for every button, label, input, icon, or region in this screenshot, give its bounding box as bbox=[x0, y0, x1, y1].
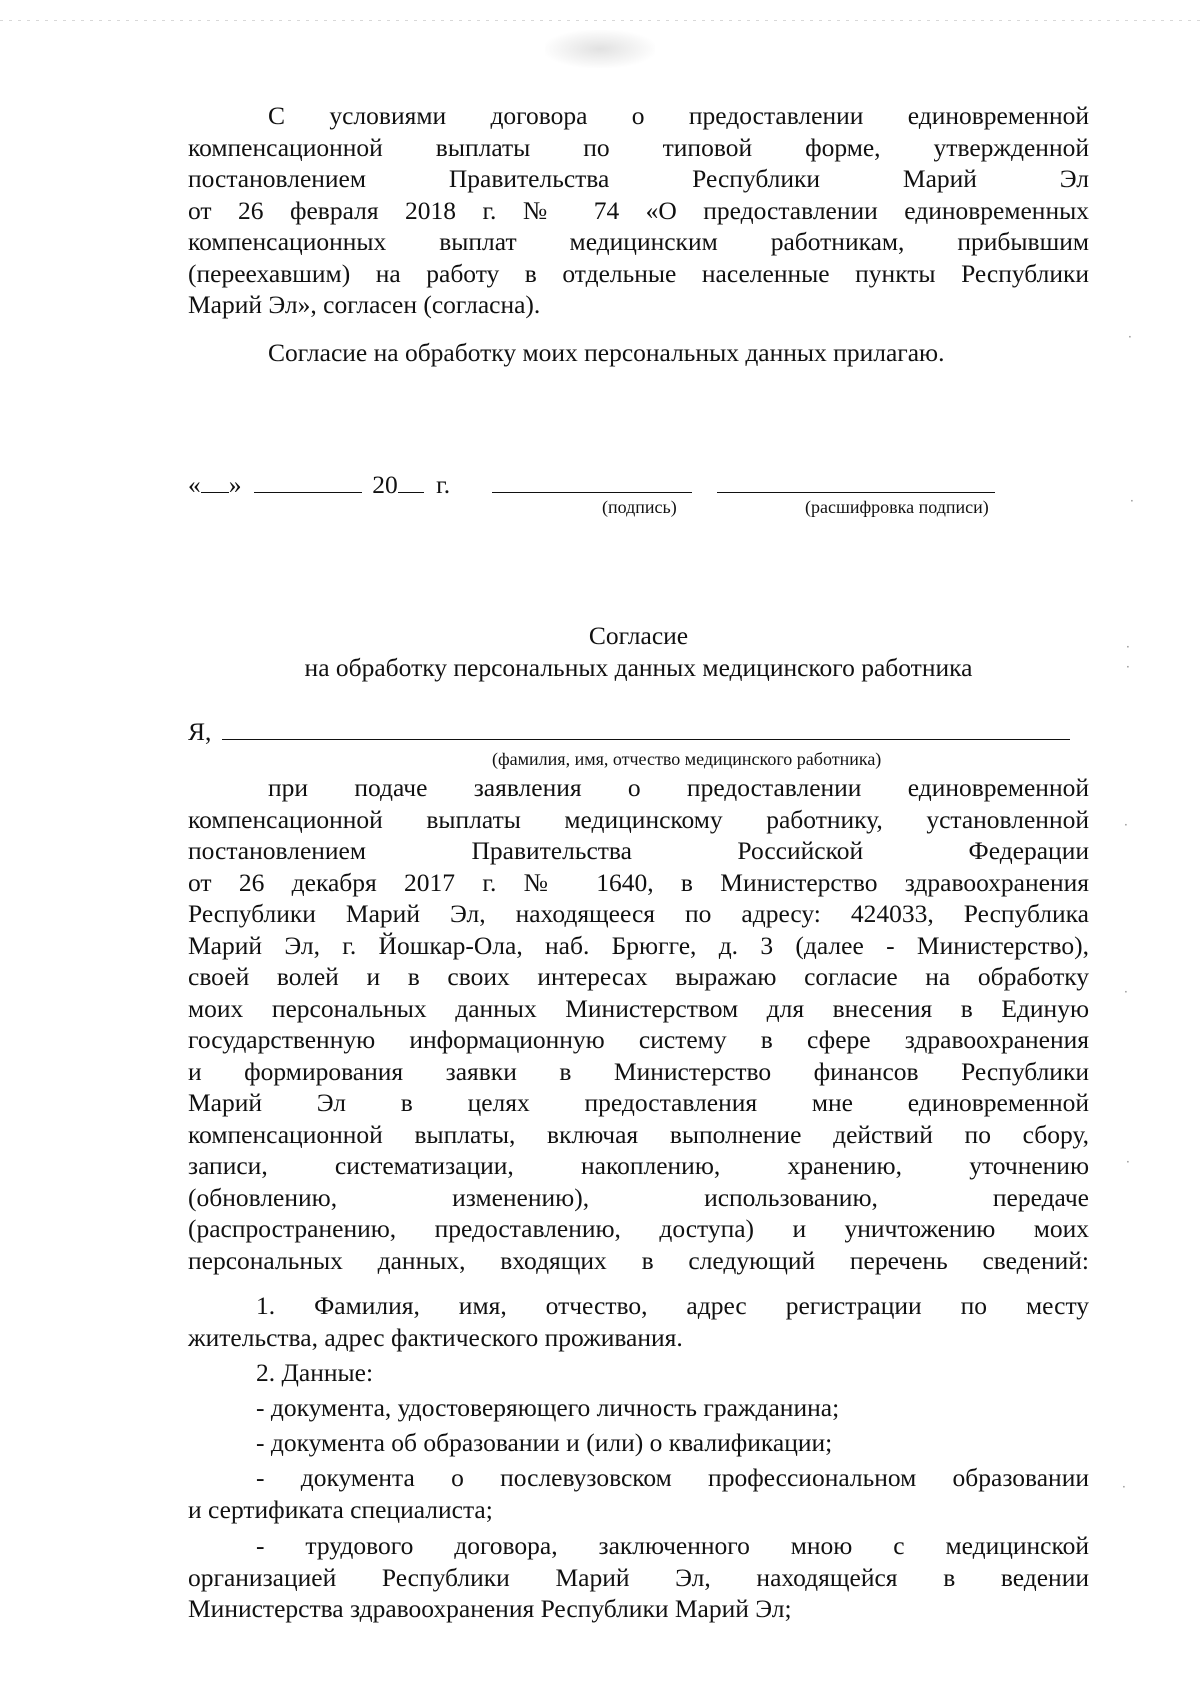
list-item-2c bbox=[188, 1462, 1089, 1525]
date-open-quote: « bbox=[188, 470, 201, 499]
list-item-2-title: 2. Данные: bbox=[256, 1358, 374, 1387]
body-line: Марий Эл, г. Йошкар-Ола, наб. Брюгге, д. 3 (далее - Министерство), bbox=[188, 930, 1089, 960]
month-blank[interactable] bbox=[254, 492, 362, 493]
paragraph-line: компенсационной выплаты по типовой форме, утвержденной bbox=[188, 132, 1089, 162]
list-item-line: и сертификата специалиста; bbox=[188, 1494, 493, 1524]
consent-body-paragraph bbox=[188, 772, 1089, 1276]
consent-title: Согласие bbox=[588, 621, 689, 650]
body-line: (обновлению, изменению), использованию, передаче bbox=[188, 1182, 1089, 1212]
full-name-blank[interactable] bbox=[222, 739, 1070, 740]
scan-smudge bbox=[545, 30, 655, 68]
scan-speck: · bbox=[1126, 1155, 1130, 1169]
list-item-line: жительства, адрес фактического проживания. bbox=[188, 1322, 683, 1352]
list-item-1 bbox=[188, 1290, 1089, 1353]
scan-speck: · bbox=[1126, 640, 1130, 654]
body-line: при подаче заявления о предоставлении единовременной bbox=[268, 773, 1089, 802]
scan-speck: · bbox=[1126, 660, 1130, 674]
body-line: Марий Эл в целях предоставления мне единовременной bbox=[188, 1088, 1089, 1117]
paragraph-line: компенсационных выплат медицинским работникам, прибывшим bbox=[188, 227, 1089, 256]
scan-speck: · bbox=[1124, 818, 1128, 832]
body-line: постановлением Правительства Российской Федерации bbox=[188, 836, 1089, 865]
body-line: (распространению, предоставлению, доступа) и уничтожению моих bbox=[188, 1214, 1089, 1243]
body-line: и формирования заявки в Министерство финансов Республики bbox=[188, 1056, 1089, 1086]
consent-subtitle: на обработку персональных данных медицинского работника bbox=[304, 653, 973, 682]
scan-edge-line bbox=[0, 20, 1200, 21]
signature-decoding-caption: (расшифровка подписи) bbox=[805, 497, 989, 517]
signature-decoding-blank[interactable] bbox=[717, 492, 995, 493]
year-blank[interactable] bbox=[398, 492, 424, 493]
year-prefix: 20 bbox=[372, 470, 398, 499]
signature-blank[interactable] bbox=[492, 492, 692, 493]
body-line: моих персональных данных Министерством для внесения в Единую bbox=[188, 993, 1089, 1023]
body-line: государственную информационную систему в сфере здравоохранения bbox=[188, 1025, 1089, 1054]
list-item-line: организацией Республики Марий Эл, находящейся в ведении bbox=[188, 1562, 1089, 1592]
signature-caption: (подпись) bbox=[602, 497, 677, 517]
list-item-2d bbox=[188, 1530, 1089, 1625]
scan-speck: · bbox=[1128, 330, 1132, 344]
list-item-line: Министерства здравоохранения Республики Марий Эл; bbox=[188, 1594, 792, 1623]
paragraph-line: постановлением Правительства Республики Марий Эл bbox=[188, 164, 1089, 193]
body-line: персональных данных, входящих в следующий перечень сведений: bbox=[188, 1245, 1089, 1275]
name-prefix: Я, bbox=[188, 717, 212, 746]
contract-terms-paragraph bbox=[188, 100, 1089, 321]
list-item-line: - документа о послевузовском профессиональном образовании bbox=[256, 1463, 1089, 1492]
list-item-line: - трудового договора, заключенного мною с медицинской bbox=[256, 1531, 1089, 1560]
scan-speck: · bbox=[1124, 985, 1128, 999]
day-blank[interactable] bbox=[201, 492, 229, 493]
scan-speck: · bbox=[1130, 494, 1134, 508]
list-item-2a: - документа, удостоверяющего личность гражданина; bbox=[256, 1393, 840, 1422]
body-line: компенсационной выплаты медицинскому работнику, установленной bbox=[188, 804, 1089, 834]
attachment-statement: Согласие на обработку моих персональных данных прилагаю. bbox=[268, 338, 945, 367]
body-line: от 26 декабря 2017 г. № 1640, в Министерство здравоохранения bbox=[188, 867, 1089, 897]
paragraph-line: Марий Эл», согласен (согласна). bbox=[188, 290, 541, 319]
year-suffix: г. bbox=[436, 470, 451, 499]
body-line: своей волей и в своих интересах выражаю согласие на обработку bbox=[188, 962, 1089, 991]
paragraph-line: от 26 февраля 2018 г. № 74 «О предоставлении единовременных bbox=[188, 195, 1089, 225]
body-line: записи, систематизации, накоплению, хранению, уточнению bbox=[188, 1151, 1089, 1180]
paragraph-line: С условиями договора о предоставлении единовременной bbox=[268, 101, 1089, 130]
name-field-row bbox=[188, 717, 1070, 747]
date-close-quote: » bbox=[228, 470, 242, 499]
paragraph-line: (переехавшим) на работу в отдельные населенные пункты Республики bbox=[188, 258, 1089, 288]
list-item-2b: - документа об образовании и (или) о квалификации; bbox=[256, 1428, 833, 1457]
body-line: Республики Марий Эл, находящееся по адресу: 424033, Республика bbox=[188, 899, 1089, 928]
scan-speck: · bbox=[1122, 1480, 1126, 1494]
list-item-line: 1. Фамилия, имя, отчество, адрес регистрации по месту bbox=[256, 1291, 1089, 1320]
name-field-caption: (фамилия, имя, отчество медицинского работника) bbox=[492, 749, 882, 769]
body-line: компенсационной выплаты, включая выполнение действий по сбору, bbox=[188, 1119, 1089, 1149]
